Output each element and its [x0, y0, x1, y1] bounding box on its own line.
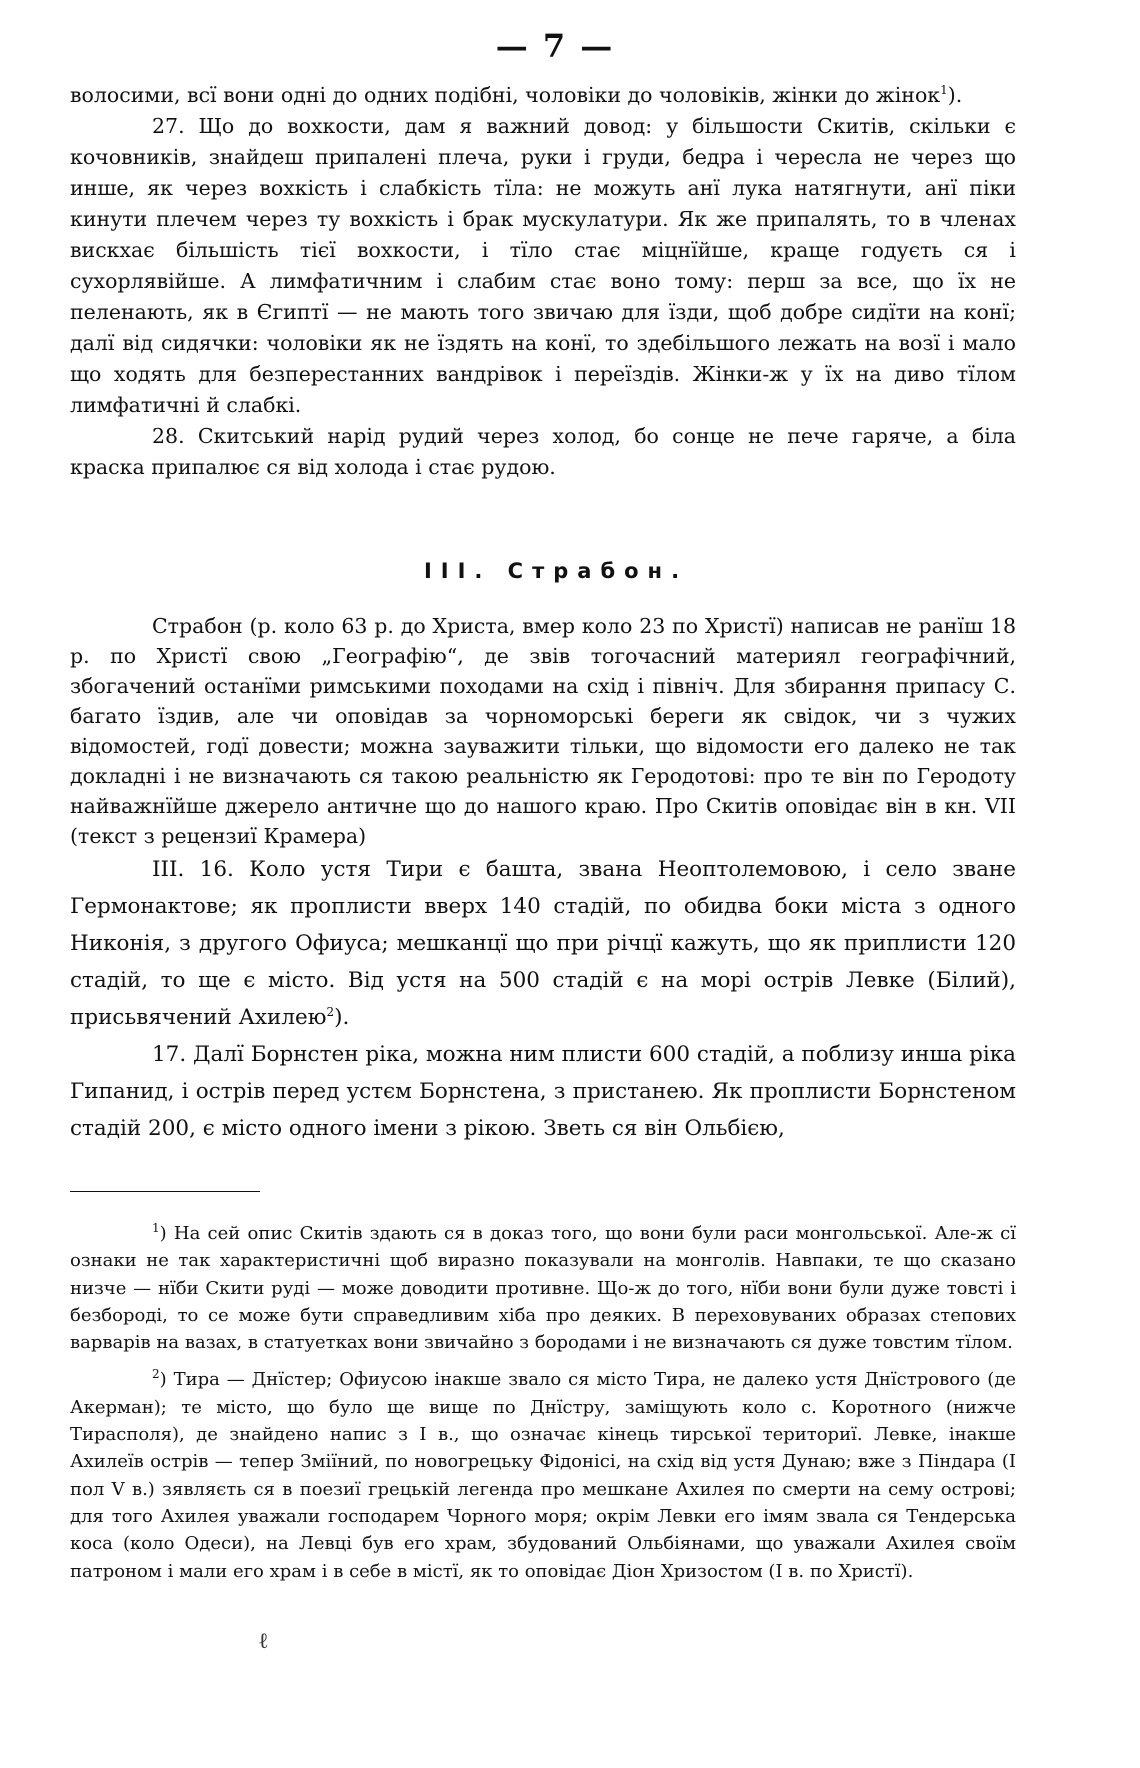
strabo-intro: Страбон (р. коло 63 р. до Христа, вмер коло 23 по Христї) написав не ранїш 18 р. по Христї свою „Географію“, де звів тогочасний материял географічний, збогачений останїми римськими походами на схід і північ. Для збирання припасу С. багато їздив, але чи оповідав за чорноморські береги як свідок, чи з чужих відомостей, годї довести; можна зауважити тільки, що відомости его далеко не так докладні і не визначають ся такою реальністю як Геродотові: про те він по Геродоту найважнїйше джерело античне що до нашого краю. Про Скитів оповідає він в кн. VII (текст з рецензиї Крамера): [70, 614, 1016, 848]
footnote-mark: 2: [152, 1367, 160, 1382]
page-number: — 7 —: [495, 27, 615, 65]
footnotes: [70, 1220, 1016, 1585]
footnote-divider: [70, 1191, 260, 1192]
footnote-ref-1[interactable]: 1: [940, 83, 948, 98]
continuation-text: волосими, всї вони одні до одних подібні, чоловіки до чоловіків, жінки до жінок: [70, 83, 941, 107]
paragraph-16: [70, 851, 1016, 1036]
paragraph-27: 27. Що до вохкости, дам я важний довод: у більшости Скитів, скільки є кочовників, знайдеш припалені плеча, руки і груди, бедра і чересла не через що инше, як через вохкість і слабкість тїла: не можуть анї лука натягнути, анї піки кинути плечем через ту вохкість і брак мускулатури. Як же припалять, то в членах вискхає більшість тієї вохкости, і тїло стає міцнїйше, краще годуєть ся і сухорлявійше. А лимфатичним і слабим стає воно тому: перш за все, що їх не пеленають, як в Єгиптї — не мають того звичаю для їзди, щоб добре сидїти на конї; далї від сидячки: чоловіки як не їздять на конї, то здебільшого лежать на возї і мало що ходять для безперестанних вандрівок і переїздів. Жінки-ж у їх на диво тїлом лимфатичні й слабкі.: [70, 114, 1016, 417]
paragraph-16-tail: ).: [334, 1005, 350, 1030]
paragraph-16-text: III. 16. Коло устя Тири є башта, звана Неоптолемовою, і село зване Гермонактове; як проплисти вверх 140 стадій, по обидва боки міста з одного Никонія, з другого Офиуса; мешканцї що при річцї кажуть, що як приплисти 120 стадій, то ще є місто. Від устя на 500 стадій є на морі острів Левке (Білий), присьвячений Ахилею: [70, 857, 1016, 1030]
footnote-mark: 1: [152, 1221, 160, 1235]
paragraph-17: 17. Далї Борнстен ріка, можна ним плисти 600 стадій, а поблизу инша ріка Гипанид, і острів перед устєм Борнстена, з пристанею. Як проплисти Борнстеном стадій 200, є місто одного імени з рікою. Зветь ся він Ольбією,: [70, 1042, 1016, 1141]
footnote-1: [70, 1220, 1016, 1356]
paragraph-28: 28. Скитський нарід рудий через холод, бо сонце не пече гаряче, а біла краска припалює ся від холода і стає рудою.: [70, 424, 1016, 479]
footnote-text: ) Тира — Днїстер; Офиусою інакше звало ся місто Тира, не далеко устя Днїстрового (де Акерман); те місто, що було ще вище по Днїстру, заміщують коло с. Коротного (нижче Тирасполя), де знайдено напис з I в., що означає кінець тирської териториї. Левке, інакше Ахилеїв острів — тепер Зміїний, по новогрецьку Фідонісі, на схід від устя Дунаю; вже з Піндара (I пол V в.) зявляєть ся в поезиї грецькій легенда про мешкане Ахилея по смерти на сему острові; для того Ахилея уважали господарем Чорного моря; окрім Левки его імям звала ся Тендерська коса (коло Одеси), на Левці був его храм, збудований Ольбіянами, що уважали Ахилея своїм патроном і мали его храм і в себе в містї, як то оповідає Діон Хризостом (I в. по Христї).: [70, 1369, 1016, 1582]
bottom-mark: ℓ: [258, 1629, 269, 1654]
continuation-tail: ).: [947, 83, 963, 107]
footnote-2: [70, 1366, 1016, 1584]
footnote-text: ) На сей опис Скитів здають ся в доказ того, що вони були раси монгольської. Але-ж сї ознаки не так характеристичні щоб виразно показували на монголів. Навпаки, те що сказано низче — нїби Скити руді — може доводити противне. Що-ж до того, нїби вони були дуже товсті і безбороді, то се може бути справедливим хіба про деяких. В переховуваних образах степових варварів на вазах, в статуетках вони звичайно з бородами і не визначають ся дуже товстим тїлом.: [70, 1223, 1016, 1354]
section-heading: III. Страбон.: [423, 559, 689, 583]
footnote-ref-2[interactable]: 2: [326, 1004, 335, 1019]
continuation-paragraph: [70, 80, 1016, 111]
